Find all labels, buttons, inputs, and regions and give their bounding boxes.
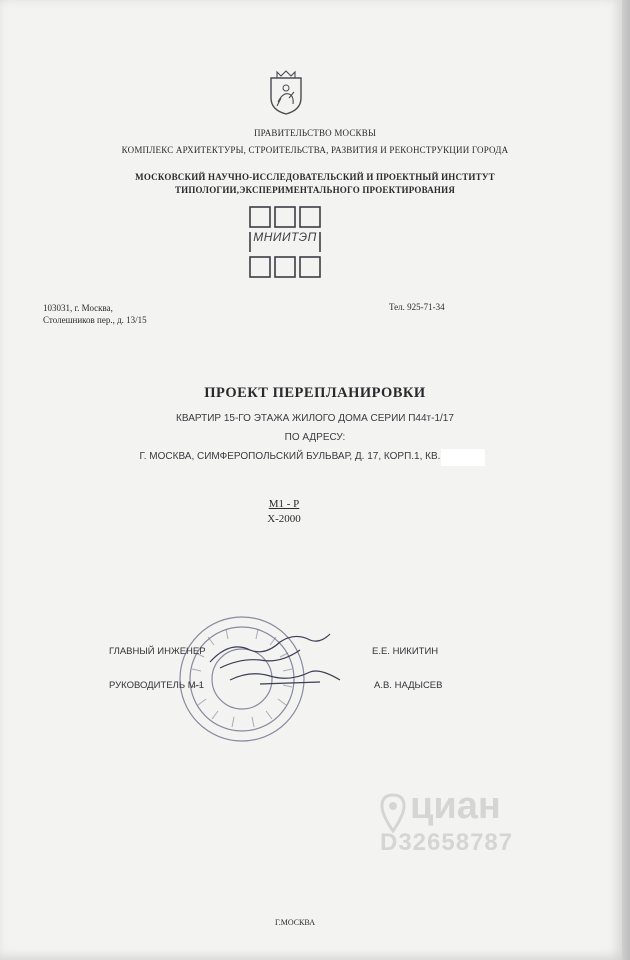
project-year-code: Х-2000	[267, 513, 301, 525]
chief-engineer-title: ГЛАВНЫЙ ИНЖЕНЕР	[109, 646, 206, 657]
complex-heading: КОМПЛЕКС АРХИТЕКТУРЫ, СТРОИТЕЛЬСТВА, РАЗВИТИЯ И РЕКОНСТРУКЦИИ ГОРОДА	[121, 145, 509, 155]
moscow-coat-of-arms-icon	[267, 68, 305, 116]
institute-address	[43, 302, 147, 326]
redacted-apartment-number	[441, 449, 485, 466]
page-edge	[622, 0, 630, 960]
project-subtitle: КВАРТИР 15-ГО ЭТАЖА ЖИЛОГО ДОМА СЕРИИ П44т-1/17	[176, 413, 454, 424]
institute-phone: Тел. 925-71-34	[389, 302, 445, 312]
watermark-id: D32658787	[380, 829, 514, 856]
chief-engineer-name: Е.Е. НИКИТИН	[372, 646, 439, 657]
watermark-brand: циан	[410, 785, 501, 827]
institute-heading-line1: МОСКОВСКИЙ НАУЧНО-ИССЛЕДОВАТЕЛЬСКИЙ И ПРОЕКТНЫЙ ИНСТИТУТ	[135, 172, 495, 182]
project-code: М1 - Р	[268, 498, 300, 510]
footer-city: Г.МОСКВА	[275, 918, 315, 927]
map-pin-icon	[380, 793, 406, 833]
project-address: Г. МОСКВА, СИМФЕРОПОЛЬСКИЙ БУЛЬВАР, Д. 17, КОРП.1, КВ.	[139, 451, 441, 462]
project-title: ПРОЕКТ ПЕРЕПЛАНИРОВКИ	[204, 385, 426, 401]
institute-logo-text: МНИИТЭП	[253, 230, 317, 244]
institute-heading-line2: ТИПОЛОГИИ,ЭКСПЕРИМЕНТАЛЬНОГО ПРОЕКТИРОВАНИЯ	[174, 185, 456, 195]
head-title: РУКОВОДИТЕЛЬ М-1	[109, 680, 205, 691]
watermark	[380, 785, 570, 860]
address-line1: 103031, г. Москва,	[43, 303, 113, 313]
handwritten-signatures	[200, 620, 360, 695]
head-name: А.В. НАДЫСЕВ	[374, 680, 443, 691]
address-line2: Столешников пер., д. 13/15	[43, 315, 147, 325]
address-label: ПО АДРЕСУ:	[284, 432, 346, 443]
government-heading: ПРАВИТЕЛЬСТВО МОСКВЫ	[253, 128, 376, 138]
